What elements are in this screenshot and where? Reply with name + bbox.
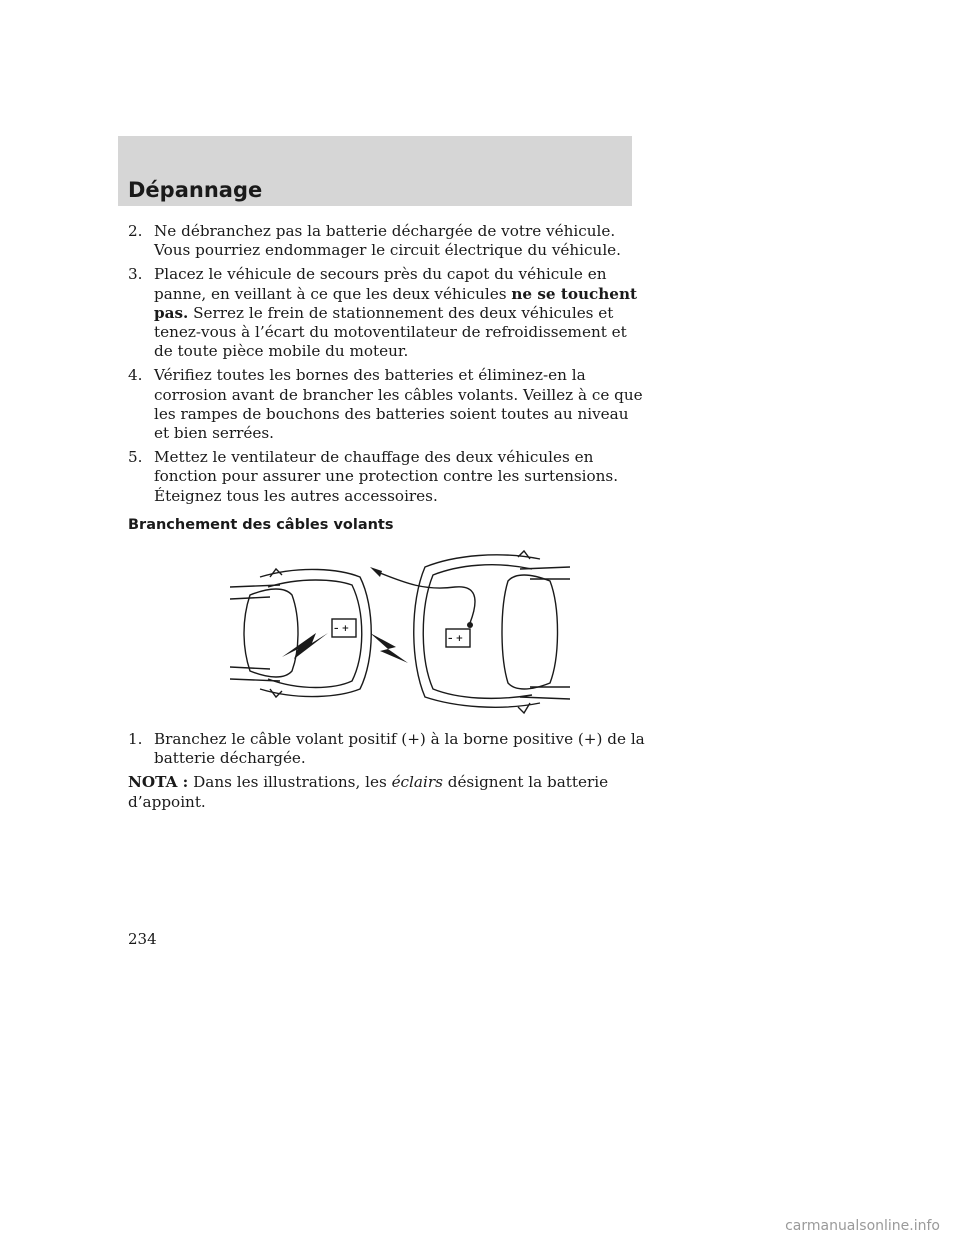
step-4 <box>128 366 648 443</box>
step-1 <box>128 730 648 768</box>
step-text-emphasis: ne se touchent pas. <box>154 284 638 322</box>
step-text-part: Placez le véhicule de secours près du capot du véhicule en panne, en veillant à ce que les deux véhicules <box>154 265 607 303</box>
step-3 <box>128 265 648 361</box>
step-text <box>154 265 648 361</box>
note-text: Dans les illustrations, les <box>193 773 387 792</box>
battery-terminals-label: – + <box>334 624 350 635</box>
step-number: 2. <box>128 222 143 240</box>
jump-start-illustration <box>230 547 570 722</box>
step-text-part: Serrez le frein de stationnement des deux véhicules et tenez-vous à l’écart du motoventilateur de refroidissement et de toute pièce mobile du moteur. <box>154 303 627 361</box>
page-content <box>128 222 648 812</box>
section-title: Dépannage <box>128 178 263 202</box>
step-number: 5. <box>128 448 143 467</box>
step-5 <box>128 448 648 506</box>
lightning-bolt-icon <box>282 633 328 659</box>
cars-diagram <box>230 547 570 722</box>
watermark: carmanualsonline.info <box>785 1218 940 1234</box>
note-emphasis: éclairs <box>391 773 443 792</box>
jumper-cable <box>380 573 475 623</box>
step-text: Branchez le câble volant positif (+) à la borne positive (+) de la batterie déchargée. <box>154 730 645 768</box>
step-number: 1. <box>128 730 143 749</box>
step-2 <box>128 222 648 260</box>
step-text: Mettez le ventilateur de chauffage des deux véhicules en fonction pour assurer une protection contre les surtensions. Éteignez tous les autres accessoires. <box>154 448 619 505</box>
page-number: 234 <box>128 930 157 948</box>
battery-terminals-label: – + <box>448 634 464 645</box>
cable-clamp-icon <box>370 567 382 577</box>
step-number: 4. <box>128 366 143 385</box>
booster-car <box>414 551 570 713</box>
lightning-bolt-icon <box>370 633 408 663</box>
note-text: désignent la batterie d’appoint. <box>128 773 609 811</box>
step-text: Vérifiez toutes les bornes des batteries et éliminez-en la corrosion avant de brancher les câbles volants. Veillez à ce que les rampes de bouchons des batteries soient toutes au niveau et bien serrées. <box>154 366 643 443</box>
note <box>128 773 648 811</box>
step-text: Ne débranchez pas la batterie déchargée de votre véhicule. Vous pourriez endommager le circuit électrique du véhicule. <box>154 222 621 260</box>
subheading: Branchement des câbles volants <box>128 516 394 533</box>
step-number: 3. <box>128 265 143 284</box>
note-label: NOTA : <box>128 773 189 792</box>
cable-clamp-icon <box>467 622 473 628</box>
